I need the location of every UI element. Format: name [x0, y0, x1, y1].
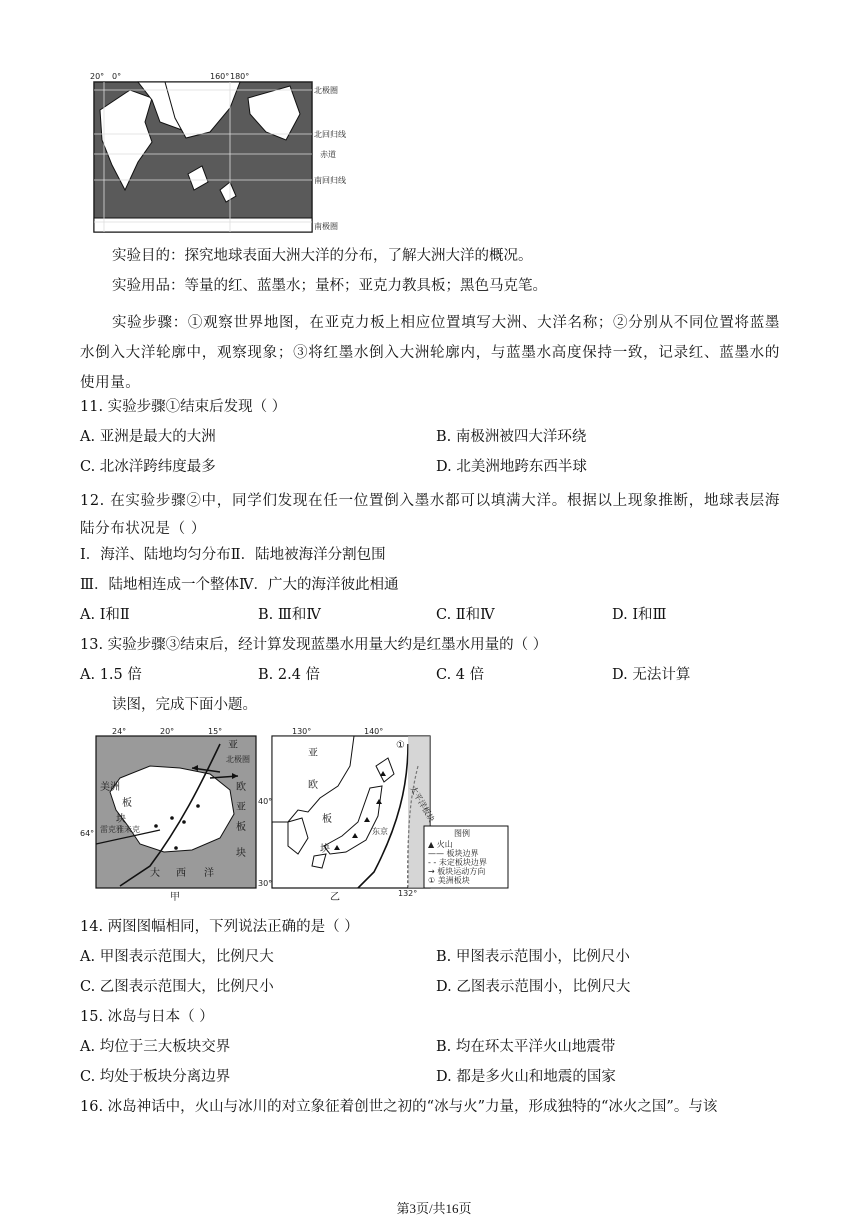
jia-label-meizhou: 美洲: [100, 782, 120, 793]
q11-option-d[interactable]: D. 北美洲地跨东西半球: [436, 459, 587, 475]
q14-stem: 14. 两图图幅相同，下列说法正确的是（ ）: [80, 919, 359, 935]
q11-stem: 11. 实验步骤①结束后发现（ ）: [80, 399, 287, 415]
yi-label-pacific: 太平洋板块: [408, 784, 437, 824]
q15-option-d[interactable]: D. 都是多火山和地震的国家: [436, 1069, 616, 1085]
q12-line1: Ⅰ．海洋、陆地均匀分布Ⅱ．陆地被海洋分割包围: [80, 547, 386, 563]
jia-label-am-ban: 板: [122, 798, 132, 809]
map1-lat-capricorn: 南回归线: [314, 176, 346, 185]
q11-option-c[interactable]: C. 北冰洋跨纬度最多: [80, 459, 216, 475]
jia-lat-64: 64°: [80, 829, 95, 838]
map1-lat-antarctic: 南极圈: [314, 222, 338, 231]
jia-label-am-kuai: 块: [116, 814, 126, 825]
map-jia: [80, 726, 260, 902]
yi-lat-30: 30°: [258, 879, 273, 888]
q15-stem: 15. 冰岛与日本（ ）: [80, 1009, 214, 1025]
map-yi-svg: [258, 726, 510, 902]
map1-lat-equator: 赤道: [320, 150, 336, 159]
q14-option-c[interactable]: C. 乙图表示范围大，比例尺小: [80, 979, 274, 995]
map-yi: [258, 726, 510, 902]
yi-label-ban: 板: [322, 814, 332, 825]
yi-legend-volcano: ▲ 火山: [428, 840, 453, 849]
yi-legend-direction: → 板块运动方向: [428, 867, 486, 876]
map-jia-svg: [80, 726, 260, 902]
q11-option-a[interactable]: A. 亚洲是最大的大洲: [80, 429, 216, 445]
q12-option-b[interactable]: B. Ⅲ和Ⅳ: [258, 607, 321, 623]
jia-label-ban: 板: [236, 822, 246, 833]
q13-stem: 13. 实验步骤③结束后，经计算发现蓝墨水用量大约是红墨水用量的（ ）: [80, 637, 548, 653]
jia-label-asia: 亚: [228, 740, 238, 751]
q13-option-c[interactable]: C. 4 倍: [436, 667, 485, 683]
yi-legend-title: 图例: [454, 829, 470, 838]
yi-lon-130: 130°: [292, 727, 312, 736]
q12-line2: Ⅲ．陆地相连成一个整体Ⅳ．广大的海洋彼此相通: [80, 577, 399, 593]
q15-option-a[interactable]: A. 均位于三大板块交界: [80, 1039, 231, 1055]
map1-label-180: 180°: [230, 72, 250, 81]
q13-option-a[interactable]: A. 1.5 倍: [80, 667, 142, 683]
yi-label-132: 132°: [398, 889, 418, 898]
yi-label-ya: 亚: [308, 748, 318, 759]
map1-lat-cancer: 北回归线: [314, 130, 346, 139]
yi-caption: 乙: [330, 892, 340, 903]
q14-option-a[interactable]: A. 甲图表示范围大，比例尺大: [80, 949, 274, 965]
jia-label-xi: 西: [176, 868, 186, 879]
read-prompt: 读图，完成下面小题。: [112, 697, 257, 713]
map1-label-160: 160°: [210, 72, 230, 81]
q12-option-a[interactable]: A. Ⅰ和Ⅱ: [80, 607, 130, 623]
jia-caption: 甲: [170, 892, 180, 903]
world-map: [90, 70, 346, 236]
q13-option-d[interactable]: D. 无法计算: [612, 667, 691, 683]
q12-stem: 12. 在实验步骤②中，同学们发现在任一位置倒入墨水都可以填满大洋。根据以上现象推断，地球表层海陆分布状况是（ ）: [80, 493, 780, 537]
yi-label-tokyo: 东京: [372, 827, 388, 836]
experiment-purpose: 实验目的：探究地球表面大洲大洋的分布，了解大洲大洋的概况。: [112, 248, 533, 264]
jia-label-ya: 亚: [236, 802, 246, 813]
yi-lat-40: 40°: [258, 797, 273, 806]
jia-lon-24: 24°: [112, 727, 127, 736]
yi-lon-140: 140°: [364, 727, 384, 736]
jia-label-reykjavik: 雷克雅未克: [100, 825, 140, 834]
map1-label-20: 20°: [90, 72, 105, 81]
q12-option-c[interactable]: C. Ⅱ和Ⅳ: [436, 607, 495, 623]
experiment-steps: 实验步骤：①观察世界地图，在亚克力板上相应位置填写大洲、大洋名称；②分别从不同位置将蓝墨水倒入大洋轮廓中，观察现象；③将红墨水倒入大洲轮廓内，与蓝墨水高度保持一致，记录红、蓝墨水的使用量。: [80, 315, 780, 391]
yi-label-kuai: 块: [320, 844, 330, 855]
q13-option-b[interactable]: B. 2.4 倍: [258, 667, 321, 683]
jia-lon-15: 15°: [208, 727, 223, 736]
yi-label-ou: 欧: [308, 780, 318, 791]
jia-label-ou: 欧: [236, 782, 246, 793]
q12-option-d[interactable]: D. Ⅰ和Ⅲ: [612, 607, 667, 623]
q14-option-b[interactable]: B. 甲图表示范围小，比例尺小: [436, 949, 630, 965]
experiment-supplies: 实验用品：等量的红、蓝墨水；量杯；亚克力教具板；黑色马克笔。: [112, 278, 547, 294]
jia-label-yang: 洋: [204, 868, 214, 879]
yi-legend-american: ① 美洲板块: [428, 876, 470, 885]
yi-label-marker: ①: [396, 740, 405, 751]
world-map-svg: [90, 70, 346, 236]
page-footer: 第3页/共16页: [396, 1201, 472, 1216]
map1-label-0: 0°: [112, 72, 122, 81]
jia-label-da: 大: [150, 868, 160, 879]
jia-label-kuai: 块: [236, 848, 246, 859]
q16-stem: 16. 冰岛神话中，火山与冰川的对立象征着创世之初的“冰与火”力量，形成独特的“冰火之国”。与该: [80, 1099, 718, 1115]
jia-label-arctic: 北极圈: [226, 755, 250, 764]
q15-option-c[interactable]: C. 均处于板块分离边界: [80, 1069, 231, 1085]
q11-option-b[interactable]: B. 南极洲被四大洋环绕: [436, 429, 587, 445]
q14-option-d[interactable]: D. 乙图表示范围小，比例尺大: [436, 979, 631, 995]
yi-legend-boundary: —— 板块边界: [428, 849, 479, 858]
yi-legend-undetermined: - - 未定板块边界: [428, 858, 487, 867]
q15-option-b[interactable]: B. 均在环太平洋火山地震带: [436, 1039, 616, 1055]
map1-lat-arctic: 北极圈: [314, 86, 338, 95]
jia-lon-20: 20°: [160, 727, 175, 736]
